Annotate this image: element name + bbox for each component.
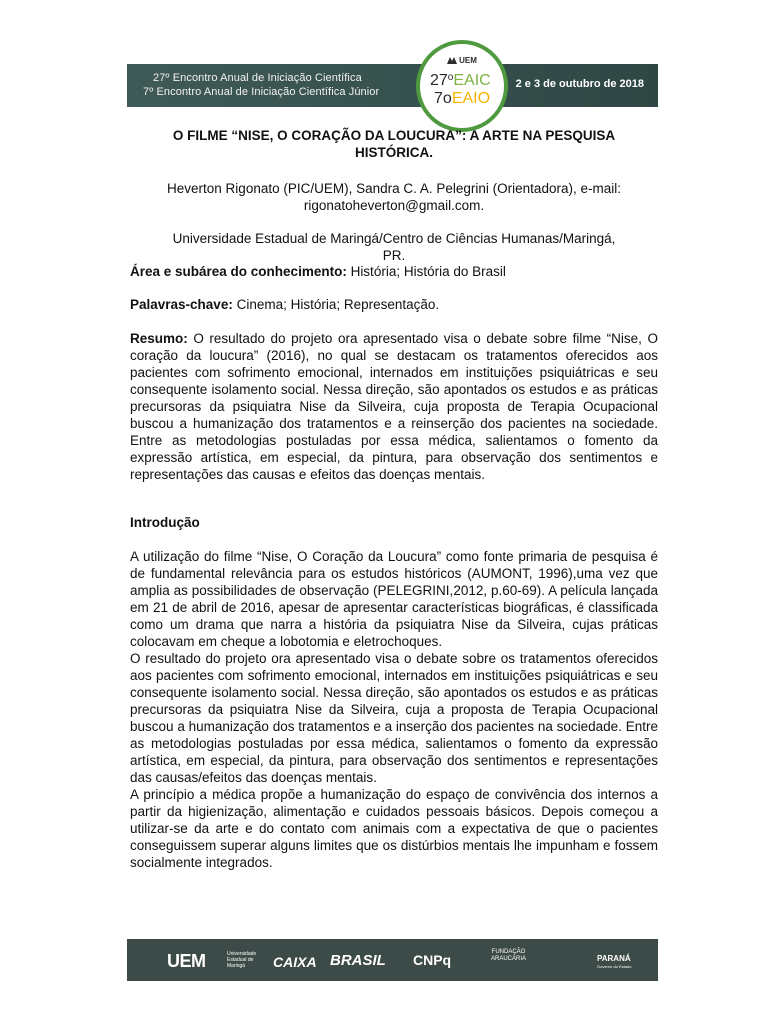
keywords-label: Palavras-chave: [130,297,233,312]
paper-title [130,127,658,161]
sponsors-footer-band [127,939,658,981]
keywords-value: Cinema; História; Representação. [232,297,440,312]
event-name-line-1: 27º Encontro Anual de Iniciação Científica [153,72,362,84]
sponsor-uem-logo: UEM [167,951,206,971]
sponsor-caixa-logo: CAIXA [273,954,317,970]
title-line-2: HISTÓRICA. [354,145,433,160]
abstract-label: Resumo: [130,331,188,346]
event-name-line-2: 7º Encontro Anual de Iniciação Científica Júnior [143,86,380,98]
sponsor-cnpq-logo: CNPq [413,952,452,968]
intro-paragraph-3: A princípio a médica propõe a humanização do espaço de convivência dos internos a partir da higienização, alimentação e cuidados pessoais básicos. Depois começou a utilizar-se da arte e do contato com animais com a expectativa de que o pacientes conseguissem superar alguns limites que os distúrbios mentais lhe impunham e fossem socialmente integrados. [130,787,658,870]
authors-line-1: Heverton Rigonato (PIC/UEM), Sandra C. A. Pelegrini (Orientadora), e-mail: [167,181,621,196]
sponsor-uem-subtitle: Universidade Estadual de Maringá [227,951,257,969]
sponsor-parana-logo: PARANÁ [597,954,631,963]
event-date: 2 e 3 de outubro de 2018 [515,78,644,90]
introduction-heading: Introdução [130,515,200,530]
authors-line-2: rigonatoheverton@gmail.com. [303,198,485,213]
intro-paragraph-1: A utilização do filme “Nise, O Coração da Loucura” como fonte primaria de pesquisa é de fundamental relevância para os estudos históricos (AUMONT, 1996),uma vez que amplia as possibilidades de observação (PELEGRINI,2012, p.60-69). A película lançada em 21 de abril de 2016, apesar de apresentar características biográficas, é classificada como um drama que narra a história da psiquiatra Nise da Silveira, cujas práticas colocavam em cheque a lobotomia e eletrochoques. [130,549,658,649]
event-header-band [127,64,658,107]
sponsor-brasil-logo: BRASIL [330,952,386,969]
authors [130,180,658,214]
uem-mark-icon [447,57,457,64]
logo-uem-text: UEM [420,56,504,65]
institution [130,230,658,264]
introduction-body [130,548,658,871]
intro-paragraph-2: O resultado do projeto ora apresentado visa o debate sobre os tratamentos oferecidos aos pacientes com sofrimento emocional, internados em instituições psiquiátricas e seu consequente isolamento social. Nessa direção, são apontados os estudos e as práticas precursoras da psiquiatra Nise da Silveira, cuja a proposta de Terapia Ocupacional buscou a humanização dos tratamentos e a inserção dos pacientes na sociedade. Entre as metodologias postuladas por essa médica, salientamos o fomento da expressão artística, em especial, da pintura, para observação dos sentimentos e representações das causas/efeitos das doenças mentais. [130,651,658,785]
keywords [130,296,658,313]
abstract-text: O resultado do projeto ora apresentado visa o debate sobre filme “Nise, O coração da loucura” (2016), no qual se destacam os tratamentos oferecidos aos pacientes com sofrimento emocional, internados em instituições psiquiátricas e seu consequente isolamento social. Nessa direção, são apontados os estudos e as práticas precursoras da psiquiatra Nise da Silveira, cuja proposta de Terapia Ocupacional buscou a humanização dos tratamentos e a reinserção dos pacientes na sociedade. Entre as metodologias postuladas por essa médica, salientamos o fomento da expressão artística, em especial, da pintura, para observação dos sentimentos e representações das causas e efeitos das doenças mentais. [130,331,658,482]
eaic-logo [416,40,508,132]
knowledge-area-value: História; História do Brasil [346,264,506,279]
logo-eaio-text: 7oEAIO [434,90,491,107]
abstract [130,330,658,483]
institution-line-1: Universidade Estadual de Maringá/Centro de Ciências Humanas/Maringá, [172,231,616,246]
institution-line-2: PR. [382,248,406,263]
title-line-1: O FILME “NISE, O CORAÇÃO DA LOUCURA”: A ARTE NA PESQUISA [172,128,616,143]
sponsor-parana-subtitle: Governo do Estado [597,964,632,969]
knowledge-area [130,263,658,280]
sponsor-araucaria-logo: FUNDAÇÃO ARAUCÁRIA [491,949,527,962]
logo-eaic-text: 27$^o$EAIC [430,72,491,89]
knowledge-area-label: Área e subárea do conhecimento: [130,264,347,279]
